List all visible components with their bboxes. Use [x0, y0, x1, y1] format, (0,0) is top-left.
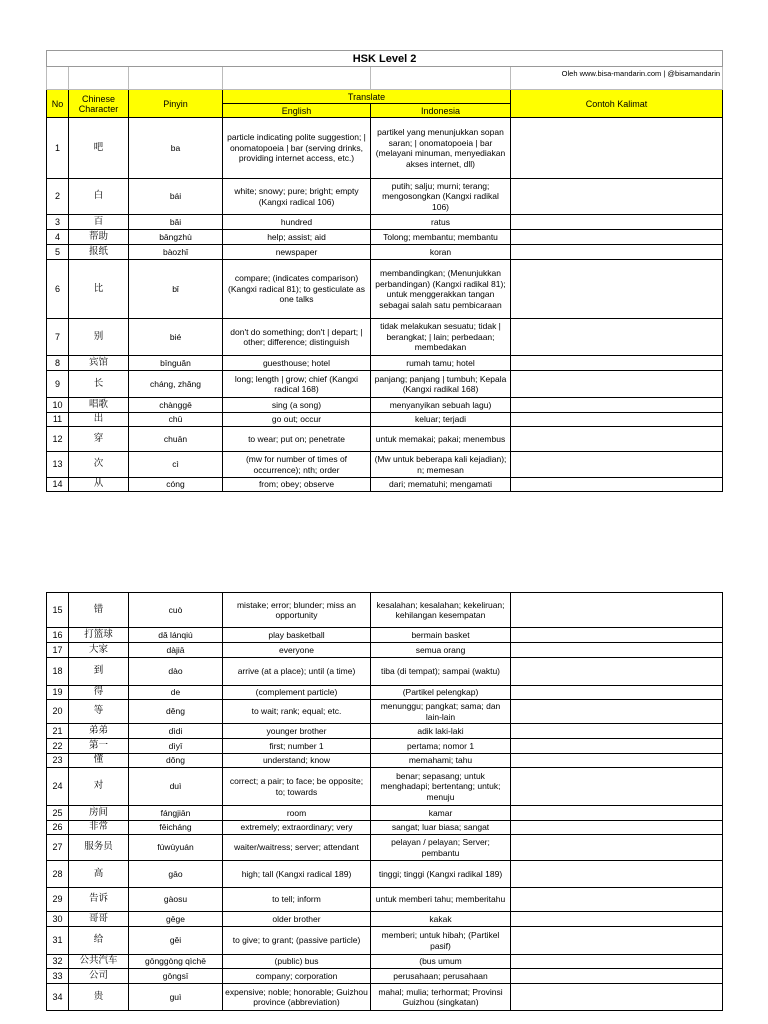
pinyin-cell: bǎi — [129, 215, 223, 230]
indonesian-translation-cell: memahami; tahu — [371, 754, 511, 768]
row-number-cell: 28 — [47, 861, 69, 888]
header-pinyin: Pinyin — [129, 90, 223, 118]
pinyin-cell: bīnguǎn — [129, 356, 223, 371]
chinese-character-cell: 贵 — [69, 984, 129, 1011]
example-sentence-cell — [511, 739, 723, 754]
indonesian-translation-cell: memberi; untuk hibah; (Partikel pasif) — [371, 927, 511, 955]
row-number-cell: 33 — [47, 969, 69, 984]
indonesian-translation-cell: ratus — [371, 215, 511, 230]
empty-cell — [69, 67, 129, 90]
pinyin-cell: chànggē — [129, 398, 223, 413]
chinese-character-cell: 宾馆 — [69, 356, 129, 371]
indonesian-translation-cell: partikel yang menunjukkan sopan saran; | onomatopoeia | bar (melayani minuman, menyediakan akses internet, dll) — [371, 118, 511, 179]
english-translation-cell: younger brother — [223, 724, 371, 739]
chinese-character-cell: 非常 — [69, 821, 129, 835]
row-number-cell: 8 — [47, 356, 69, 371]
table-row — [47, 356, 723, 371]
example-sentence-cell — [511, 356, 723, 371]
row-number-cell: 29 — [47, 888, 69, 912]
example-sentence-cell — [511, 179, 723, 215]
header-translate: Translate — [223, 90, 511, 104]
english-translation-cell: don't do something; don't | depart; | other; difference; distinguish — [223, 319, 371, 356]
example-sentence-cell — [511, 427, 723, 452]
row-number-cell: 15 — [47, 593, 69, 628]
example-sentence-cell — [511, 861, 723, 888]
pinyin-cell: fēicháng — [129, 821, 223, 835]
indonesian-translation-cell: untuk memakai; pakai; menembus — [371, 427, 511, 452]
indonesian-translation-cell: adik laki-laki — [371, 724, 511, 739]
example-sentence-cell — [511, 955, 723, 969]
chinese-character-cell: 服务员 — [69, 835, 129, 861]
table-row — [47, 724, 723, 739]
header-row — [47, 90, 723, 104]
english-translation-cell: to wear; put on; penetrate — [223, 427, 371, 452]
example-sentence-cell — [511, 888, 723, 912]
table-row — [47, 452, 723, 478]
row-number-cell: 1 — [47, 118, 69, 179]
example-sentence-cell — [511, 927, 723, 955]
chinese-character-cell: 高 — [69, 861, 129, 888]
vocabulary-table-top — [46, 50, 723, 492]
chinese-character-cell: 第一 — [69, 739, 129, 754]
example-sentence-cell — [511, 724, 723, 739]
table-row — [47, 821, 723, 835]
example-sentence-cell — [511, 754, 723, 768]
header-example-sentence: Contoh Kalimat — [511, 90, 723, 118]
pinyin-cell: gāo — [129, 861, 223, 888]
pinyin-cell: gōnggòng qìchē — [129, 955, 223, 969]
row-number-cell: 9 — [47, 371, 69, 398]
table-row — [47, 427, 723, 452]
table-row — [47, 700, 723, 724]
table-row — [47, 768, 723, 806]
chinese-character-cell: 比 — [69, 260, 129, 319]
table-row — [47, 215, 723, 230]
indonesian-translation-cell: tidak melakukan sesuatu; tidak | berangkat; | lain; perbedaan; membedakan — [371, 319, 511, 356]
row-number-cell: 34 — [47, 984, 69, 1011]
chinese-character-cell: 吧 — [69, 118, 129, 179]
example-sentence-cell — [511, 984, 723, 1011]
english-translation-cell: extremely; extraordinary; very — [223, 821, 371, 835]
chinese-character-cell: 打篮球 — [69, 628, 129, 643]
table-row — [47, 593, 723, 628]
english-translation-cell: arrive (at a place); until (a time) — [223, 658, 371, 686]
indonesian-translation-cell: benar; sepasang; untuk menghadapi; bertentang; untuk; menuju — [371, 768, 511, 806]
credit-row — [47, 67, 723, 90]
english-translation-cell: (complement particle) — [223, 686, 371, 700]
chinese-character-cell: 大家 — [69, 643, 129, 658]
indonesian-translation-cell: dari; mematuhi; mengamati — [371, 478, 511, 492]
row-number-cell: 4 — [47, 230, 69, 245]
table-row — [47, 319, 723, 356]
table-row — [47, 888, 723, 912]
example-sentence-cell — [511, 215, 723, 230]
pinyin-cell: gěi — [129, 927, 223, 955]
english-translation-cell: long; length | grow; chief (Kangxi radical 168) — [223, 371, 371, 398]
header-chinese-character: Chinese Character — [69, 90, 129, 118]
indonesian-translation-cell: tinggi; tinggi (Kangxi radikal 189) — [371, 861, 511, 888]
row-number-cell: 17 — [47, 643, 69, 658]
pinyin-cell: gàosu — [129, 888, 223, 912]
pinyin-cell: dào — [129, 658, 223, 686]
chinese-character-cell: 从 — [69, 478, 129, 492]
chinese-character-cell: 别 — [69, 319, 129, 356]
english-translation-cell: white; snowy; pure; bright; empty (Kangxi radical 106) — [223, 179, 371, 215]
row-number-cell: 14 — [47, 478, 69, 492]
indonesian-translation-cell: keluar; terjadi — [371, 413, 511, 427]
table-row — [47, 478, 723, 492]
indonesian-translation-cell: sangat; luar biasa; sangat — [371, 821, 511, 835]
row-number-cell: 20 — [47, 700, 69, 724]
example-sentence-cell — [511, 912, 723, 927]
pinyin-cell: děng — [129, 700, 223, 724]
chinese-character-cell: 弟弟 — [69, 724, 129, 739]
chinese-character-cell: 唱歌 — [69, 398, 129, 413]
table-row — [47, 413, 723, 427]
table-row — [47, 927, 723, 955]
indonesian-translation-cell: untuk memberi tahu; memberitahu — [371, 888, 511, 912]
english-translation-cell: to wait; rank; equal; etc. — [223, 700, 371, 724]
chinese-character-cell: 到 — [69, 658, 129, 686]
chinese-character-cell: 长 — [69, 371, 129, 398]
english-translation-cell: particle indicating polite suggestion; | onomatopoeia | bar (serving drinks, providing internet access, etc.) — [223, 118, 371, 179]
example-sentence-cell — [511, 245, 723, 260]
english-translation-cell: (public) bus — [223, 955, 371, 969]
table-row — [47, 118, 723, 179]
row-number-cell: 27 — [47, 835, 69, 861]
row-number-cell: 23 — [47, 754, 69, 768]
example-sentence-cell — [511, 835, 723, 861]
indonesian-translation-cell: kakak — [371, 912, 511, 927]
row-number-cell: 16 — [47, 628, 69, 643]
example-sentence-cell — [511, 686, 723, 700]
table-row — [47, 245, 723, 260]
indonesian-translation-cell: mahal; mulia; terhormat; Provinsi Guizhou (singkatan) — [371, 984, 511, 1011]
indonesian-translation-cell: menyanyikan sebuah lagu) — [371, 398, 511, 413]
table-row — [47, 984, 723, 1011]
header-indonesia: Indonesia — [371, 104, 511, 118]
indonesian-translation-cell: (Partikel pelengkap) — [371, 686, 511, 700]
vocabulary-table-bottom — [46, 592, 723, 1011]
row-number-cell: 21 — [47, 724, 69, 739]
table-row — [47, 260, 723, 319]
row-number-cell: 6 — [47, 260, 69, 319]
chinese-character-cell: 等 — [69, 700, 129, 724]
example-sentence-cell — [511, 658, 723, 686]
pinyin-cell: bié — [129, 319, 223, 356]
indonesian-translation-cell: bermain basket — [371, 628, 511, 643]
english-translation-cell: from; obey; observe — [223, 478, 371, 492]
pinyin-cell: duì — [129, 768, 223, 806]
row-number-cell: 25 — [47, 806, 69, 821]
indonesian-translation-cell: menunggu; pangkat; sama; dan lain-lain — [371, 700, 511, 724]
table-row — [47, 969, 723, 984]
pinyin-cell: cì — [129, 452, 223, 478]
pinyin-cell: bāngzhù — [129, 230, 223, 245]
english-translation-cell: room — [223, 806, 371, 821]
indonesian-translation-cell: pertama; nomor 1 — [371, 739, 511, 754]
table-row — [47, 371, 723, 398]
row-number-cell: 30 — [47, 912, 69, 927]
example-sentence-cell — [511, 478, 723, 492]
english-translation-cell: newspaper — [223, 245, 371, 260]
pinyin-cell: cóng — [129, 478, 223, 492]
row-number-cell: 22 — [47, 739, 69, 754]
indonesian-translation-cell: putih; salju; murni; terang; mengosongkan (Kangxi radikal 106) — [371, 179, 511, 215]
row-number-cell: 5 — [47, 245, 69, 260]
english-translation-cell: go out; occur — [223, 413, 371, 427]
row-number-cell: 19 — [47, 686, 69, 700]
pinyin-cell: dìdi — [129, 724, 223, 739]
credit-text: Oleh www.bisa-mandarin.com | @bisamandarin — [511, 67, 723, 90]
chinese-character-cell: 房间 — [69, 806, 129, 821]
english-translation-cell: older brother — [223, 912, 371, 927]
pinyin-cell: cuò — [129, 593, 223, 628]
indonesian-translation-cell: kamar — [371, 806, 511, 821]
table-row — [47, 686, 723, 700]
row-number-cell: 11 — [47, 413, 69, 427]
english-translation-cell: understand; know — [223, 754, 371, 768]
pinyin-cell: dǎ lánqiú — [129, 628, 223, 643]
english-translation-cell: expensive; noble; honorable; Guizhou province (abbreviation) — [223, 984, 371, 1011]
chinese-character-cell: 次 — [69, 452, 129, 478]
table-row — [47, 230, 723, 245]
english-translation-cell: mistake; error; blunder; miss an opportunity — [223, 593, 371, 628]
row-number-cell: 32 — [47, 955, 69, 969]
english-translation-cell: waiter/waitress; server; attendant — [223, 835, 371, 861]
pinyin-cell: cháng, zhǎng — [129, 371, 223, 398]
chinese-character-cell: 帮助 — [69, 230, 129, 245]
chinese-character-cell: 出 — [69, 413, 129, 427]
chinese-character-cell: 百 — [69, 215, 129, 230]
pinyin-cell: de — [129, 686, 223, 700]
indonesian-translation-cell: (Mw untuk beberapa kali kejadian); n; memesan — [371, 452, 511, 478]
chinese-character-cell: 公共汽车 — [69, 955, 129, 969]
english-translation-cell: company; corporation — [223, 969, 371, 984]
table-row — [47, 754, 723, 768]
row-number-cell: 10 — [47, 398, 69, 413]
chinese-character-cell: 报纸 — [69, 245, 129, 260]
chinese-character-cell: 白 — [69, 179, 129, 215]
pinyin-cell: dǒng — [129, 754, 223, 768]
chinese-character-cell: 穿 — [69, 427, 129, 452]
table-row — [47, 628, 723, 643]
example-sentence-cell — [511, 768, 723, 806]
english-translation-cell: high; tall (Kangxi radical 189) — [223, 861, 371, 888]
example-sentence-cell — [511, 628, 723, 643]
table-row — [47, 179, 723, 215]
table-row — [47, 912, 723, 927]
indonesian-translation-cell: rumah tamu; hotel — [371, 356, 511, 371]
english-translation-cell: compare; (indicates comparison) (Kangxi radical 81); to gesticulate as one talks — [223, 260, 371, 319]
page-title: HSK Level 2 — [47, 51, 723, 67]
indonesian-translation-cell: membandingkan; (Menunjukkan perbandingan) (Kangxi radikal 81); untuk menggerakkan tangan sebagai salah satu pembicaraan — [371, 260, 511, 319]
chinese-character-cell: 得 — [69, 686, 129, 700]
pinyin-cell: guì — [129, 984, 223, 1011]
table-row — [47, 806, 723, 821]
row-number-cell: 31 — [47, 927, 69, 955]
row-number-cell: 24 — [47, 768, 69, 806]
table-row — [47, 643, 723, 658]
example-sentence-cell — [511, 643, 723, 658]
example-sentence-cell — [511, 319, 723, 356]
indonesian-translation-cell: pelayan / pelayan; Server; pembantu — [371, 835, 511, 861]
english-translation-cell: (mw for number of times of occurrence); nth; order — [223, 452, 371, 478]
indonesian-translation-cell: tiba (di tempat); sampai (waktu) — [371, 658, 511, 686]
chinese-character-cell: 公司 — [69, 969, 129, 984]
row-number-cell: 18 — [47, 658, 69, 686]
chinese-character-cell: 告诉 — [69, 888, 129, 912]
example-sentence-cell — [511, 969, 723, 984]
empty-cell — [223, 67, 371, 90]
table-row — [47, 835, 723, 861]
table-row — [47, 739, 723, 754]
pinyin-cell: chū — [129, 413, 223, 427]
table-body-bottom — [47, 593, 723, 1011]
pinyin-cell: ba — [129, 118, 223, 179]
indonesian-translation-cell: panjang; panjang | tumbuh; Kepala (Kangxi radikal 168) — [371, 371, 511, 398]
example-sentence-cell — [511, 398, 723, 413]
example-sentence-cell — [511, 413, 723, 427]
indonesian-translation-cell: kesalahan; kesalahan; kekeliruan; kehilangan kesempatan — [371, 593, 511, 628]
english-translation-cell: to tell; inform — [223, 888, 371, 912]
table-body-top — [47, 118, 723, 492]
example-sentence-cell — [511, 371, 723, 398]
english-translation-cell: guesthouse; hotel — [223, 356, 371, 371]
table-row — [47, 955, 723, 969]
row-number-cell: 2 — [47, 179, 69, 215]
empty-cell — [371, 67, 511, 90]
english-translation-cell: correct; a pair; to face; be opposite; to; towards — [223, 768, 371, 806]
header-english: English — [223, 104, 371, 118]
pinyin-cell: dàjiā — [129, 643, 223, 658]
chinese-character-cell: 懂 — [69, 754, 129, 768]
example-sentence-cell — [511, 230, 723, 245]
chinese-character-cell: 错 — [69, 593, 129, 628]
indonesian-translation-cell: perusahaan; perusahaan — [371, 969, 511, 984]
pinyin-cell: fángjiān — [129, 806, 223, 821]
pinyin-cell: bàozhǐ — [129, 245, 223, 260]
empty-cell — [129, 67, 223, 90]
example-sentence-cell — [511, 118, 723, 179]
empty-cell — [47, 67, 69, 90]
title-row — [47, 51, 723, 67]
example-sentence-cell — [511, 821, 723, 835]
row-number-cell: 12 — [47, 427, 69, 452]
indonesian-translation-cell: Tolong; membantu; membantu — [371, 230, 511, 245]
pinyin-cell: gōngsī — [129, 969, 223, 984]
english-translation-cell: to give; to grant; (passive particle) — [223, 927, 371, 955]
row-number-cell: 13 — [47, 452, 69, 478]
chinese-character-cell: 哥哥 — [69, 912, 129, 927]
row-number-cell: 3 — [47, 215, 69, 230]
english-translation-cell: hundred — [223, 215, 371, 230]
example-sentence-cell — [511, 593, 723, 628]
table-row — [47, 658, 723, 686]
indonesian-translation-cell: koran — [371, 245, 511, 260]
example-sentence-cell — [511, 806, 723, 821]
pinyin-cell: gēge — [129, 912, 223, 927]
pinyin-cell: bái — [129, 179, 223, 215]
chinese-character-cell: 对 — [69, 768, 129, 806]
pinyin-cell: dìyī — [129, 739, 223, 754]
indonesian-translation-cell: semua orang — [371, 643, 511, 658]
header-no: No — [47, 90, 69, 118]
row-number-cell: 26 — [47, 821, 69, 835]
pinyin-cell: chuān — [129, 427, 223, 452]
english-translation-cell: sing (a song) — [223, 398, 371, 413]
pinyin-cell: bǐ — [129, 260, 223, 319]
example-sentence-cell — [511, 700, 723, 724]
english-translation-cell: everyone — [223, 643, 371, 658]
example-sentence-cell — [511, 452, 723, 478]
example-sentence-cell — [511, 260, 723, 319]
english-translation-cell: help; assist; aid — [223, 230, 371, 245]
table-row — [47, 398, 723, 413]
english-translation-cell: first; number 1 — [223, 739, 371, 754]
english-translation-cell: play basketball — [223, 628, 371, 643]
pinyin-cell: fúwùyuán — [129, 835, 223, 861]
indonesian-translation-cell: (bus umum — [371, 955, 511, 969]
row-number-cell: 7 — [47, 319, 69, 356]
chinese-character-cell: 给 — [69, 927, 129, 955]
table-row — [47, 861, 723, 888]
